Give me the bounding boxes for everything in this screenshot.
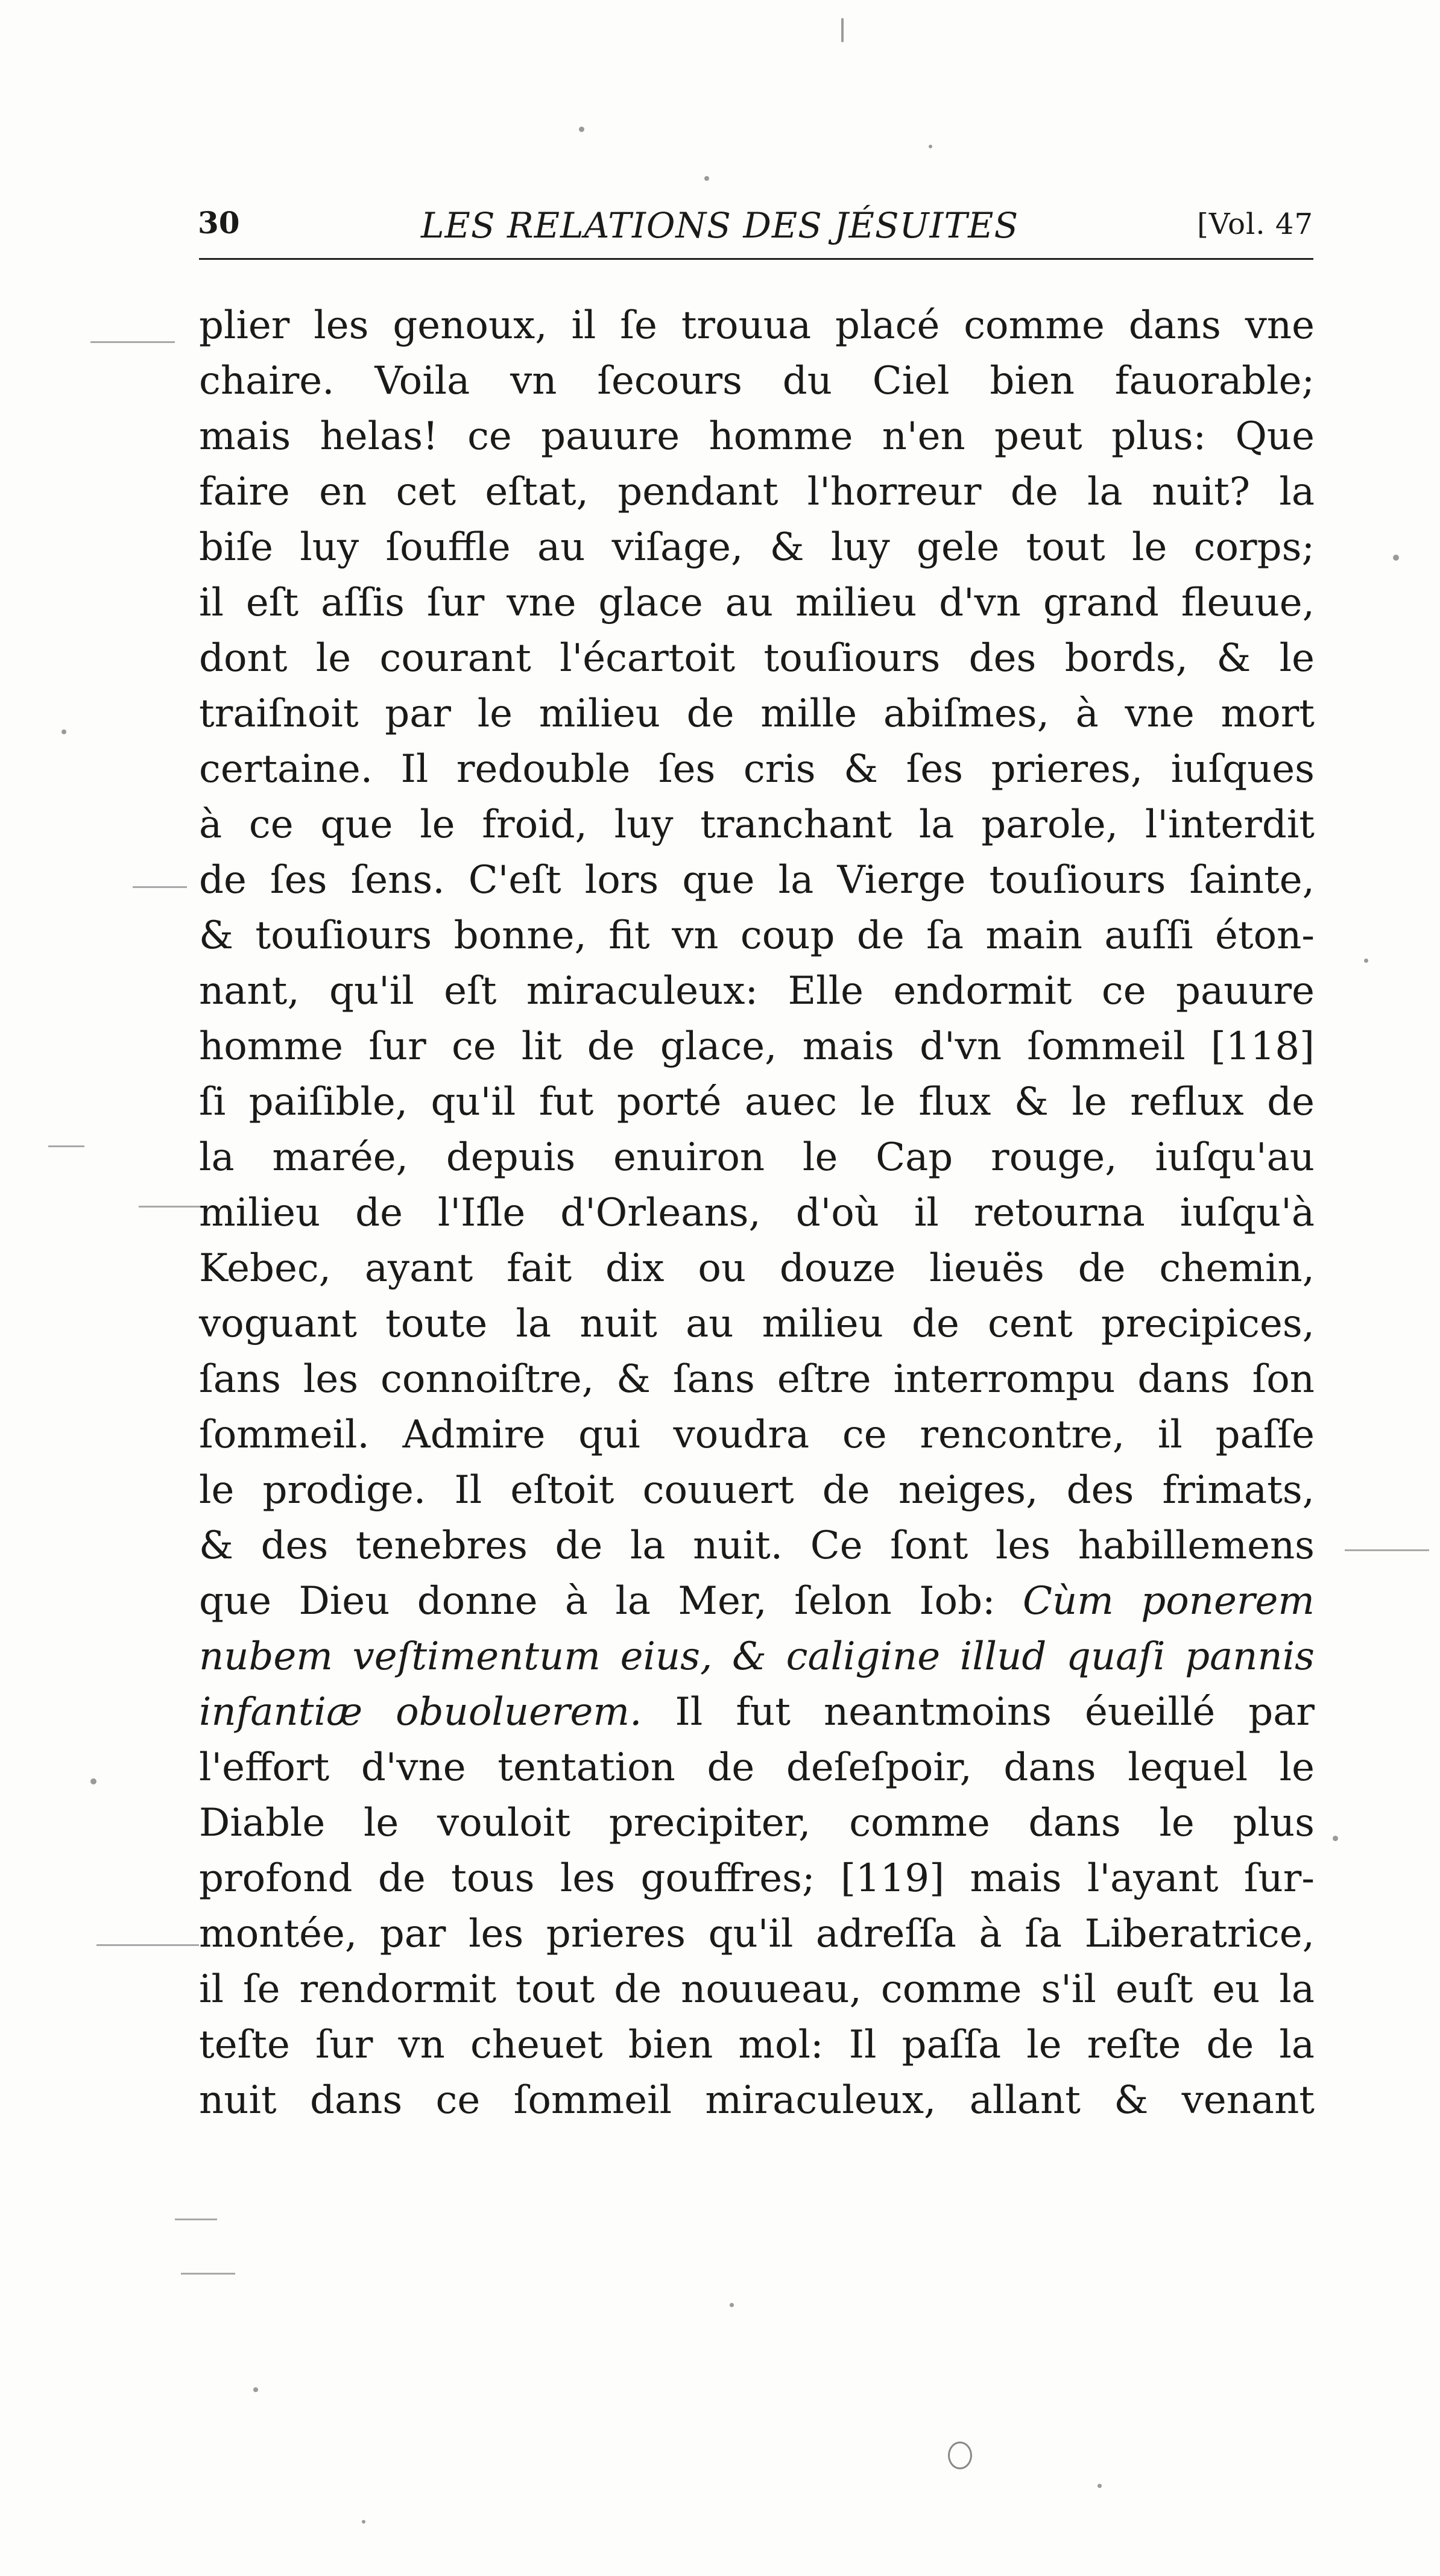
text-line: nant, qu'il eſt miraculeux: Elle endormit ce pauure bbox=[199, 969, 1315, 1013]
scan-speck bbox=[841, 18, 844, 42]
text-line-mixed bbox=[199, 1684, 1315, 1740]
scan-mark bbox=[96, 1944, 199, 1946]
text-line: ſommeil. Admire qui voudra ce rencontre, il paſſe bbox=[199, 1412, 1315, 1457]
text-line: nuit dans ce ſommeil miraculeux, allant & venant bbox=[199, 2078, 1315, 2123]
text-line: Kebec, ayant fait dix ou douze lieuës de chemin, bbox=[199, 1246, 1315, 1291]
text-line: de ſes ſens. C'eſt lors que la Vierge touſiours ſainte, bbox=[199, 858, 1315, 902]
latin-quote: infantiæ obuoluerem. bbox=[199, 1690, 642, 1734]
scan-speck bbox=[1364, 959, 1368, 963]
scan-mark bbox=[90, 341, 175, 343]
scan-speck bbox=[253, 2387, 258, 2392]
text-line: profond de tous les gouffres; [119] mais l'ayant ſur- bbox=[199, 1856, 1315, 1901]
scan-speck bbox=[90, 1778, 96, 1784]
scan-mark bbox=[133, 886, 187, 888]
text-line: l'effort d'vne tentation de deſeſpoir, dans lequel le bbox=[199, 1745, 1315, 1790]
scan-speck bbox=[730, 2303, 734, 2307]
volume-label: [Vol. 47 bbox=[1197, 207, 1313, 241]
text-line: & touſiours bonne, fit vn coup de ſa main auſſi éton- bbox=[199, 913, 1315, 958]
text-line: à ce que le froid, luy tranchant la parole, l'interdit bbox=[199, 802, 1315, 847]
text-line: teſte ſur vn cheuet bien mol: Il paſſa le reſte de la bbox=[199, 2023, 1315, 2067]
scan-speck bbox=[704, 176, 709, 181]
text-line: milieu de l'Iſle d'Orleans, d'où il retourna iuſqu'à bbox=[199, 1191, 1315, 1235]
text-line: voguant toute la nuit au milieu de cent precipices, bbox=[199, 1302, 1315, 1346]
page-number: 30 bbox=[198, 205, 240, 241]
circle-mark-icon bbox=[948, 2442, 972, 2469]
latin-quote-line: nubem veſtimentum eius, & caligine illud quaſi pannis bbox=[199, 1634, 1315, 1679]
text-line: chaire. Voila vn ſecours du Ciel bien fauorable; bbox=[199, 359, 1315, 403]
text-line-mixed bbox=[199, 1573, 1315, 1629]
text-line: la marée, depuis enuiron le Cap rouge, iuſqu'au bbox=[199, 1135, 1315, 1180]
scan-speck bbox=[1393, 555, 1399, 561]
text-line: dont le courant l'écartoit touſiours des bords, & le bbox=[199, 636, 1315, 681]
text-line: il ſe rendormit tout de nouueau, comme s'il euſt eu la bbox=[199, 1967, 1315, 2012]
scan-speck bbox=[579, 127, 584, 132]
scan-mark bbox=[175, 2219, 217, 2220]
text-line: faire en cet eſtat, pendant l'horreur de la nuit? la bbox=[199, 470, 1315, 514]
scan-mark bbox=[1345, 1549, 1429, 1551]
text-line: ſi paiſible, qu'il fut porté auec le flux & le reflux de bbox=[199, 1080, 1315, 1124]
scan-speck bbox=[62, 729, 66, 734]
text-line: ſans les connoiſtre, & ſans eſtre interrompu dans ſon bbox=[199, 1357, 1315, 1402]
text-line: le prodige. Il eſtoit couuert de neiges, des frimats, bbox=[199, 1468, 1315, 1513]
scan-speck bbox=[1097, 2484, 1102, 2488]
text-line: plier les genoux, il ſe trouua placé comme dans vne bbox=[199, 303, 1315, 348]
running-title: LES RELATIONS DES JÉSUITES bbox=[421, 205, 1019, 246]
text-line: Diable le vouloit precipiter, comme dans le plus bbox=[199, 1801, 1315, 1845]
scan-speck bbox=[1333, 1836, 1338, 1841]
text-line: homme ſur ce lit de glace, mais d'vn ſommeil [118] bbox=[199, 1024, 1315, 1069]
scan-speck bbox=[929, 145, 932, 148]
text-line: & des tenebres de la nuit. Ce ſont les habillemens bbox=[199, 1523, 1315, 1568]
text-line: certaine. Il redouble ſes cris & ſes prieres, iuſques bbox=[199, 747, 1315, 792]
running-head bbox=[198, 205, 1313, 253]
body-text bbox=[199, 298, 1315, 2128]
header-rule bbox=[199, 258, 1313, 260]
text-line: montée, par les prieres qu'il adreſſa à ſa Liberatrice, bbox=[199, 1912, 1315, 1956]
text-line: il eſt aſſis ſur vne glace au milieu d'vn grand fleuue, bbox=[199, 581, 1315, 625]
text-line: traiſnoit par le milieu de mille abiſmes, à vne mort bbox=[199, 691, 1315, 736]
scan-speck bbox=[362, 2520, 365, 2524]
scan-mark bbox=[139, 1206, 205, 1208]
text-roman: Il fut neantmoins éueillé par bbox=[642, 1690, 1315, 1734]
scan-mark bbox=[48, 1145, 84, 1147]
latin-quote: Cùm ponerem bbox=[1023, 1579, 1315, 1623]
scan-mark bbox=[181, 2273, 235, 2275]
text-line: biſe luy ſouffle au viſage, & luy gele tout le corps; bbox=[199, 525, 1315, 570]
text-roman: que Dieu donne à la Mer, ſelon Iob: bbox=[199, 1579, 1023, 1623]
text-line: mais helas! ce pauure homme n'en peut plus: Que bbox=[199, 414, 1315, 459]
